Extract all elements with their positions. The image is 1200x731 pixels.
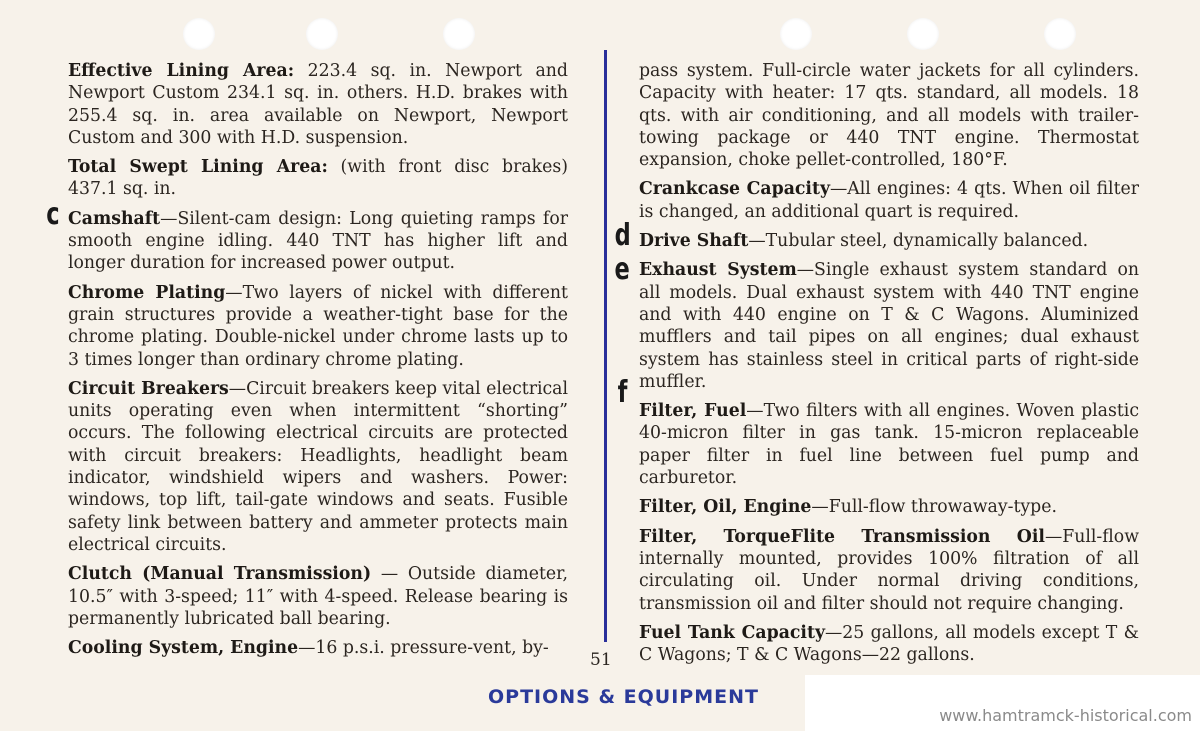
spec-entry-cooling-system: Cooling System, Engine—16 p.s.i. pressure-vent, by- <box>68 638 549 659</box>
binder-hole <box>183 18 215 50</box>
binder-hole <box>306 18 338 50</box>
page-number: 51 <box>590 650 612 670</box>
index-letter-d: d <box>614 218 631 253</box>
spec-entry-crankcase-capacity: Crankcase Capacity—All engines: 4 qts. When oil filter is changed, an additional quart is required. <box>639 179 1139 222</box>
spec-entry-drive-shaft: Drive Shaft—Tubular steel, dynamically balanced. <box>639 231 1089 252</box>
footer-section-title: OPTIONS & EQUIPMENT <box>488 686 759 708</box>
column-divider <box>604 50 607 642</box>
spec-entry-camshaft: Camshaft—Silent-cam design: Long quieting ramps for smooth engine idling. 440 TNT has higher lift and longer duration for increased power output. <box>68 208 568 274</box>
binder-hole <box>907 18 939 50</box>
spec-entry-chrome-plating: Chrome Plating—Two layers of nickel with different grain structures provide a weather-tight base for the chrome plating. Double-nickel under chrome lasts up to 3 times longer than ordinary chrome plating. <box>68 282 568 370</box>
binder-hole <box>780 18 812 50</box>
binder-hole <box>1044 18 1076 50</box>
spec-entry-filter-transmission-oil: Filter, TorqueFlite Transmission Oil—Full-flow internally mounted, provides 100% filtration of all circulating oil. Under normal driving conditions, transmission oil and filter should not require changing. <box>639 526 1139 614</box>
spec-entry-circuit-breakers: Circuit Breakers—Circuit breakers keep vital electrical units operating even when intermittent “shorting” occurs. The following electrical circuits are protected with circuit breakers: Headlights, headlight beam indicator, windshield wipers and washers. Power: windows, top lift, tail-gate windows and seats. Fusible safety link between battery and ammeter protects main electrical circuits. <box>68 378 569 555</box>
spec-entry-exhaust-system: Exhaust System—Single exhaust system standard on all models. Dual exhaust system with 440 TNT engine and with 440 engine on T & C Wagons. Aluminized mufflers and tail pipes on all engines; dual exhaust system has stainless steel in critical parts of right-side muffler. <box>639 260 1139 392</box>
spec-entry-effective-lining-area: Effective Lining Area: 223.4 sq. in. Newport and Newport Custom 234.1 sq. in. others. H.D. brakes with 255.4 sq. in. area available on Newport, Newport Custom and 300 with H.D. suspension. <box>68 61 568 148</box>
spec-entry-total-swept-lining-area: Total Swept Lining Area: (with front disc brakes) 437.1 sq. in. <box>68 157 568 200</box>
right-column <box>639 60 1139 673</box>
spec-entry-clutch: Clutch (Manual Transmission) — Outside diameter, 10.5″ with 3-speed; 11″ with 4-speed. Release bearing is permanently lubricated ball bearing. <box>68 564 568 629</box>
index-letter-e: e <box>614 252 630 287</box>
index-letter-f: f <box>617 375 628 410</box>
index-letter-c: c <box>46 197 60 232</box>
spec-entry-filter-oil-engine: Filter, Oil, Engine—Full-flow throwaway-type. <box>639 497 1057 518</box>
spec-entry-filter-fuel: Filter, Fuel—Two filters with all engines. Woven plastic 40-micron filter in gas tank. 15-micron replaceable paper filter in fuel line between fuel pump and carburetor. <box>639 401 1139 489</box>
spec-entry-cooling-system-continued: pass system. Full-circle water jackets for all cylinders. Capacity with heater: 17 qts. standard, all models. 18 qts. with air conditioning, and all models with trailer-towing package or 440 TNT engine. Thermostat expansion, choke pellet-controlled, 180°F. <box>639 61 1139 171</box>
left-column <box>68 60 568 666</box>
spec-entry-fuel-tank-capacity: Fuel Tank Capacity—25 gallons, all models except T & C Wagons; T & C Wagons—22 gallons. <box>639 622 1139 666</box>
watermark-url: www.hamtramck-historical.com <box>939 706 1192 725</box>
binder-hole <box>443 18 475 50</box>
